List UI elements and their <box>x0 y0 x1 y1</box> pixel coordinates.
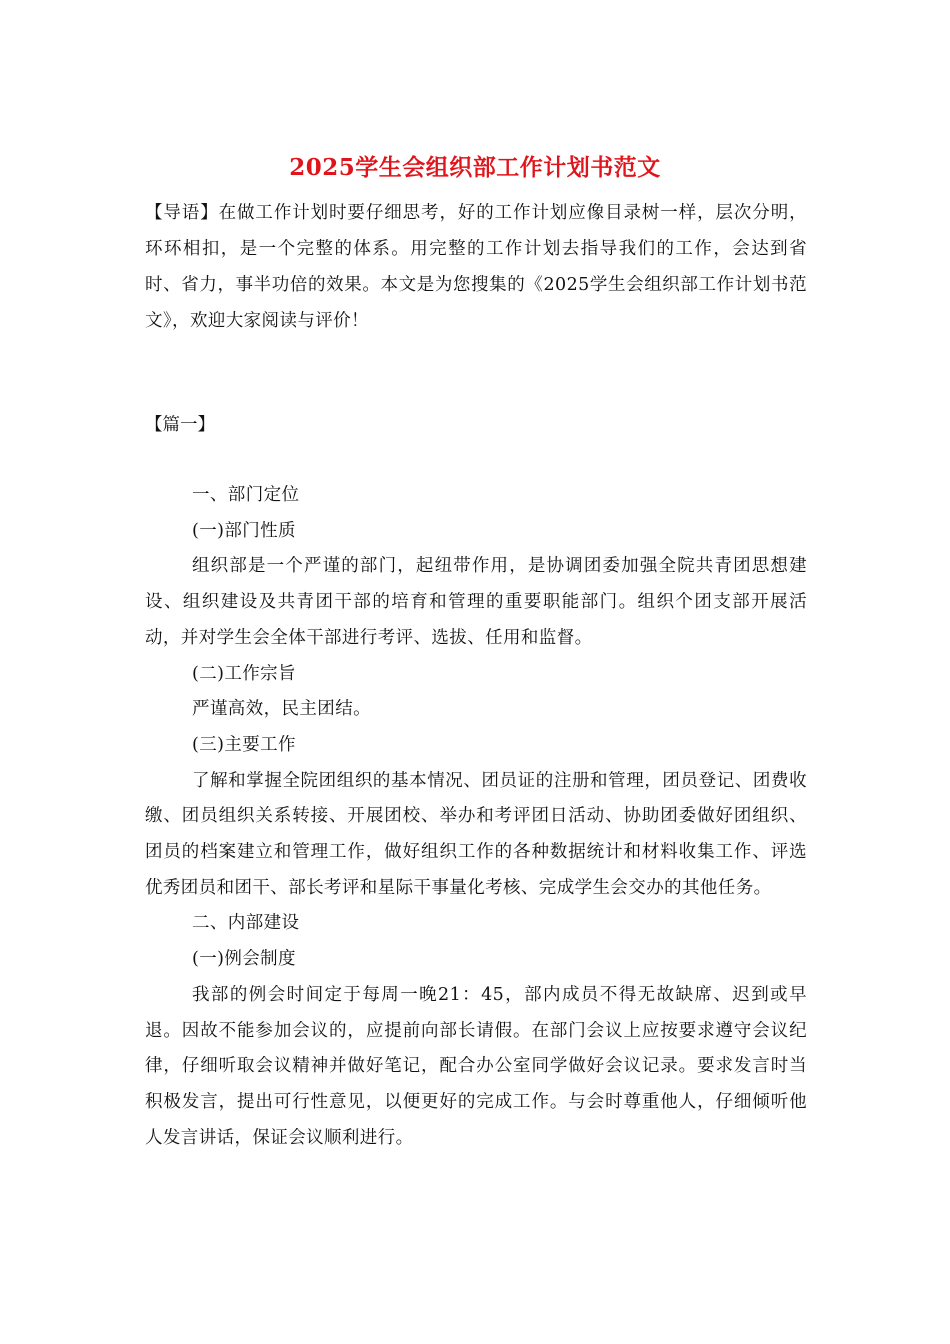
paragraph-meeting-system: 我部的例会时间定于每周一晚21：45，部内成员不得无故缺席、迟到或早退。因故不能参加会议的，应提前向部长请假。在部门会议上应按要求遵守会议纪律，仔细听取会议精神并做好笔记，配合办公室同学做好会议记录。要求发言时当积极发言，提出可行性意见，以便更好的完成工作。与会时尊重他人，仔细倾听他人发言讲话，保证会议顺利进行。 <box>145 984 807 1148</box>
subheading-meeting-system: (一)例会制度 <box>192 949 296 970</box>
document-title: 2025学生会组织部工作计划书范文 <box>289 154 661 181</box>
paragraph-work-purpose: 严谨高效，民主团结。 <box>192 699 371 720</box>
subheading-department-nature: (一)部门性质 <box>192 520 296 541</box>
section-label: 【篇一】 <box>145 415 215 435</box>
paragraph-main-work: 了解和掌握全院团组织的基本情况、团员证的注册和管理，团员登记、团费收缴、团员组织关系转接、开展团校、举办和考评团日活动、协助团委做好团组织、团员的档案建立和管理工作，做好组织工作的各种数据统计和材料收集工作、评选优秀团员和团干、部长考评和星际干事量化考核、完成学生会交办的其他任务。 <box>145 770 807 898</box>
paragraph-department-nature: 组织部是一个严谨的部门，起纽带作用，是协调团委加强全院共青团思想建设、组织建设及共青团干部的培育和管理的重要职能部门。组织个团支部开展活动，并对学生会全体干部进行考评、选拔、任用和监督。 <box>145 556 807 648</box>
intro-paragraph: 【导语】在做工作计划时要仔细思考，好的工作计划应像目录树一样，层次分明，环环相扣，是一个完整的体系。用完整的工作计划去指导我们的工作，会达到省时、省力，事半功倍的效果。本文是为您搜集的《2025学生会组织部工作计划书范文》，欢迎大家阅读与评价！ <box>145 203 807 331</box>
subheading-work-purpose: (二)工作宗旨 <box>192 663 296 684</box>
heading-department-positioning: 一、部门定位 <box>192 485 300 505</box>
heading-internal-construction: 二、内部建设 <box>192 913 300 934</box>
document-body <box>145 478 807 1156</box>
subheading-main-work: (三)主要工作 <box>192 734 296 755</box>
